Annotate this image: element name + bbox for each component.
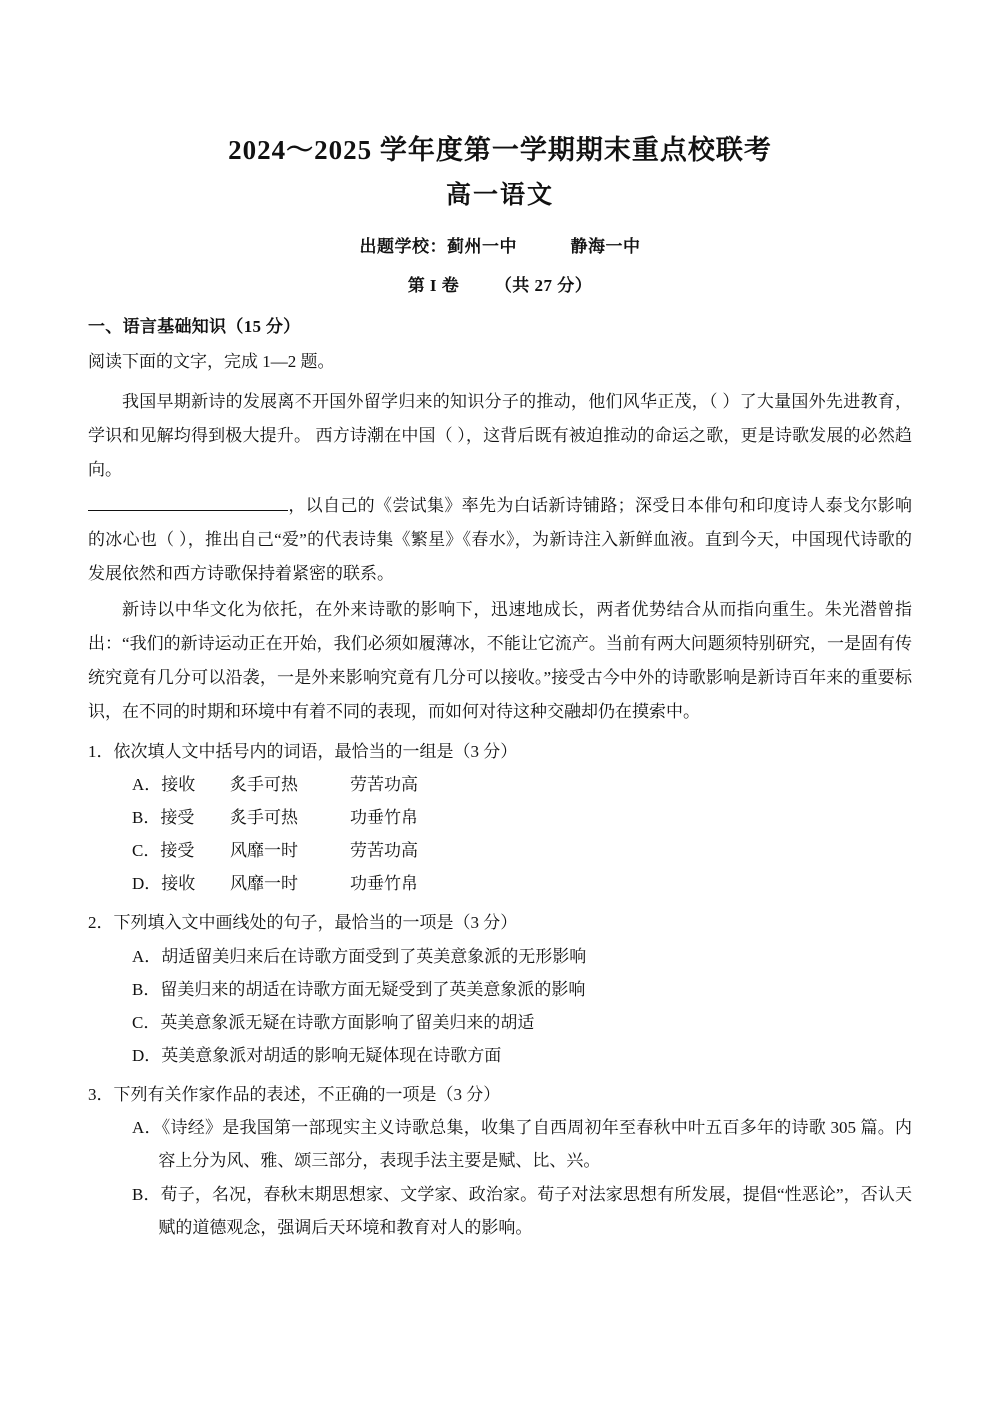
option-b-text: 荀子，名况，春秋末期思想家、文学家、政治家。荀子对法家思想有所发展，提倡“性恶论”，否认天赋的道德观念，强调后天环境和教育对人的影响。 <box>158 1184 913 1237</box>
page-subtitle: 高一语文 <box>445 181 554 209</box>
option-b-col3: 功垂竹帛 <box>350 808 418 828</box>
section-lead: 阅读下面的文字，完成 1—2 题。 <box>88 352 335 371</box>
question-3-option-a[interactable] <box>88 1111 912 1177</box>
passage-paragraph-1: 我国早期新诗的发展离不开国外留学归来的知识分子的推动，他们风华正茂，（ ）了大量国外先进教育，学识和见解均得到极大提升。 西方诗潮在中国（ ），这背后既有被迫推动的命运之歌，更是诗歌发展的必然趋向。 <box>88 391 912 479</box>
question-1-stem <box>88 735 912 768</box>
option-d-text: 英美意象派对胡适的影响无疑体现在诗歌方面 <box>161 1046 502 1066</box>
question-2-number: 2． <box>88 913 114 933</box>
question-1-option-d[interactable] <box>88 867 912 900</box>
option-label-b: B．接受 <box>132 808 195 828</box>
option-a-col3: 劳苦功高 <box>350 774 418 794</box>
option-label-c: C．接受 <box>132 841 195 861</box>
school-primary: 出题学校：蓟州一中 <box>359 237 517 256</box>
section-heading: 一、语言基础知识（15 分） <box>88 317 301 336</box>
question-1-number: 1． <box>88 741 114 761</box>
option-label-a: A． <box>132 946 162 966</box>
school-secondary: 静海一中 <box>570 237 641 256</box>
option-a-text: 《诗经》是我国第一部现实主义诗歌总集，收集了自西周初年至春秋中叶五百多年的诗歌 305 篇。内容上分为风、雅、颂三部分，表现手法主要是赋、比、兴。 <box>158 1118 912 1171</box>
fill-in-blank <box>88 494 288 511</box>
passage-paragraph-2 <box>88 489 912 591</box>
option-label-a: A． <box>132 1118 162 1138</box>
question-2-option-b[interactable] <box>88 973 912 1006</box>
question-2-text: 下列填入文中画线处的句子，最恰当的一项是（3 分） <box>113 913 518 933</box>
question-2-option-a[interactable] <box>88 940 912 973</box>
option-b-body <box>132 1178 912 1244</box>
option-label-b: B． <box>132 1184 161 1204</box>
passage-paragraph-2-text: ，以自己的《尝试集》率先为白话新诗铺路；深受日本俳句和印度诗人泰戈尔影响的冰心也（ ），推出自己“爱”的代表诗集《繁星》《春水》，为新诗注入新鲜血液。直到今天，中国现代诗歌的发展依然和西方诗歌保持着紧密的联系。 <box>88 495 912 583</box>
option-label-d: D．接收 <box>132 874 196 894</box>
question-3-number: 3． <box>88 1085 114 1105</box>
question-3-option-b[interactable] <box>88 1178 912 1244</box>
passage-paragraph-3: 新诗以中华文化为依托，在外来诗歌的影响下，迅速地成长，两者优势结合从而指向重生。朱光潜曾指出：“我们的新诗运动正在开始，我们必须如履薄冰，不能让它流产。当前有两大问题须特别研究，一是固有传统究竟有几分可以沿袭，一是外来影响究竟有几分可以接收。”接受古今中外的诗歌影响是新诗百年来的重要标识，在不同的时期和环境中有着不同的表现，而如何对待这种交融却仍在摸索中。 <box>88 599 912 721</box>
question-3-text: 下列有关作家作品的表述，不正确的一项是（3 分） <box>113 1085 501 1105</box>
question-1-text: 依次填人文中括号内的词语，最恰当的一组是（3 分） <box>113 741 518 761</box>
school-line <box>88 232 912 257</box>
option-c-col3: 劳苦功高 <box>350 841 418 861</box>
volume-label: 第 I 卷 <box>407 276 460 295</box>
option-a-text: 胡适留美归来后在诗歌方面受到了英美意象派的无形影响 <box>161 946 587 966</box>
page-title: 2024～2025 学年度第一学期期末重点校联考 <box>228 135 772 165</box>
option-label-b: B． <box>132 979 161 999</box>
option-a-body <box>132 1111 912 1177</box>
question-2-option-d[interactable] <box>88 1039 912 1072</box>
question-1-option-a[interactable] <box>88 768 912 801</box>
volume-line <box>88 271 912 296</box>
option-d-col3: 功垂竹帛 <box>350 874 418 894</box>
option-label-a: A．接收 <box>132 774 196 794</box>
question-2-option-c[interactable] <box>88 1006 912 1039</box>
option-c-text: 英美意象派无疑在诗歌方面影响了留美归来的胡适 <box>160 1012 535 1032</box>
option-d-col2: 风靡一时 <box>230 874 298 894</box>
question-3-stem <box>88 1078 912 1111</box>
question-2-stem <box>88 906 912 939</box>
option-b-text: 留美归来的胡适在诗歌方面无疑受到了英美意象派的影响 <box>160 979 586 999</box>
option-label-c: C． <box>132 1012 161 1032</box>
option-a-col2: 炙手可热 <box>230 774 298 794</box>
option-b-col2: 炙手可热 <box>230 808 298 828</box>
question-1-option-c[interactable] <box>88 834 912 867</box>
question-1-option-b[interactable] <box>88 801 912 834</box>
option-c-col2: 风靡一时 <box>230 841 298 861</box>
option-label-d: D． <box>132 1046 162 1066</box>
volume-score: （共 27 分） <box>494 276 593 295</box>
